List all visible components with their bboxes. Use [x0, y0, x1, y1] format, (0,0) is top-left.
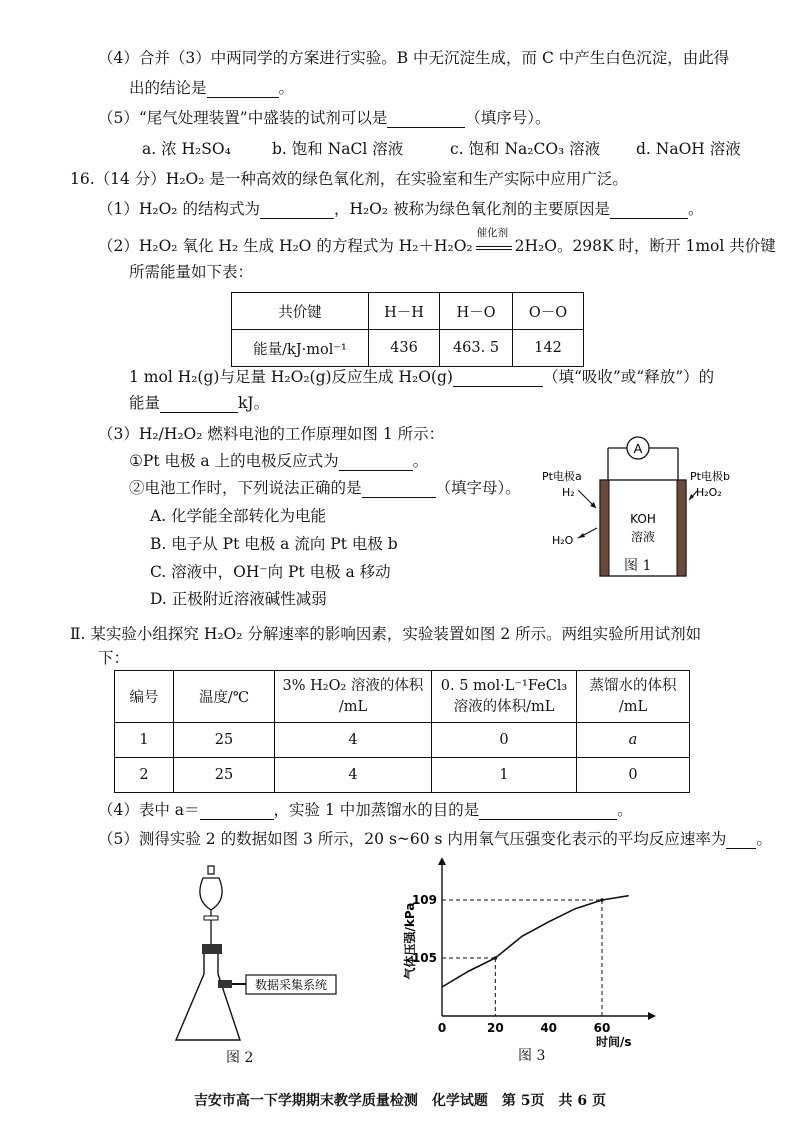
- ammeter-label: A: [633, 441, 643, 456]
- exp-cell: 1: [115, 723, 174, 758]
- q15-option-c: c. 饱和 Na₂CO₃ 溶液: [450, 140, 601, 158]
- q16-part4-prompt-a: （4）表中 a＝: [98, 801, 200, 819]
- exp-cell: 1: [432, 758, 577, 793]
- catalyst-arrow: [473, 227, 515, 256]
- answer-blank[interactable]: [260, 202, 334, 219]
- q16-intro: 16.（14 分）H₂O₂ 是一种高效的绿色氧化剂，在实验室和生产实际中应用广泛。: [70, 170, 628, 188]
- q16-part3-1-prompt: ①Pt 电极 a 上的电极反应式为: [129, 452, 339, 470]
- figure-2-apparatus: [168, 862, 348, 1052]
- bond-header: O－O: [513, 293, 584, 330]
- figure-2-caption: 图 2: [226, 1050, 254, 1066]
- figure-3-caption: 图 3: [518, 1048, 546, 1064]
- electrode-b: [677, 480, 686, 576]
- exp-header: [275, 671, 432, 723]
- exp-cell: a: [577, 723, 690, 758]
- x-tick-label: 0: [437, 1021, 447, 1035]
- q16-part3-2-prompt: ②电池工作时，下列说法正确的是: [129, 479, 362, 497]
- q16-part2-equation: [98, 227, 776, 256]
- exp-header-line1: 0. 5 mol·L⁻¹FeCl₃: [440, 677, 568, 694]
- data-point: [600, 898, 604, 902]
- q16-part2-unit: kJ。: [238, 394, 270, 412]
- q16-part1: [98, 199, 704, 219]
- q16-part2-prompt-b: 2H₂O。298K 时，断开 1mol 共价键: [514, 237, 776, 255]
- electrode-a: [600, 480, 609, 576]
- choice-d: D. 正极附近溶液碱性减弱: [150, 590, 327, 608]
- solution-label: 溶液: [630, 530, 656, 544]
- q16-part5-prompt: （5）测得实验 2 的数据如图 3 所示，20 s~60 s 内用氧气压强变化表示的平均反应速率为: [98, 830, 727, 848]
- answer-blank[interactable]: [207, 81, 279, 98]
- q16-part2-question: [129, 367, 714, 387]
- exp-header-line2: /mL: [618, 698, 648, 715]
- q16-part2-prompt-a: （2）H₂O₂ 氧化 H₂ 生成 H₂O 的方程式为 H₂＋H₂O₂: [98, 237, 473, 255]
- table-row: [115, 723, 690, 758]
- exp-header-line2: /mL: [338, 698, 368, 715]
- side-tube: [218, 980, 232, 988]
- bond-value: 436: [369, 330, 440, 367]
- q16-part1-prompt-b: ，H₂O₂ 被称为绿色氧化剂的主要原因是: [333, 200, 611, 218]
- q15-option-a: a. 浓 H₂SO₄: [142, 140, 231, 158]
- separatory-funnel-icon: [200, 878, 222, 910]
- stopcock: [204, 916, 218, 920]
- figure-1-caption: 图 1: [624, 558, 652, 574]
- choice-a: A. 化学能全部转化为电能: [150, 507, 327, 525]
- x-tick-label: 20: [486, 1021, 504, 1035]
- h2o2-label: H₂O₂: [696, 486, 722, 499]
- x-tick-label: 40: [540, 1021, 558, 1035]
- data-point: [494, 956, 498, 960]
- electrode-b-label: Pt电极b: [690, 470, 730, 483]
- bond-energy-table: [231, 292, 584, 367]
- h2o-label: H₂O: [552, 534, 574, 547]
- q16-part4-prompt-b: ，实验 1 中加蒸馏水的目的是: [273, 801, 480, 819]
- choice-c: C. 溶液中，OH⁻向 Pt 电极 a 移动: [150, 563, 391, 581]
- bond-header: H－O: [440, 293, 513, 330]
- q16-part3: （3）H₂/H₂O₂ 燃料电池的工作原理如图 1 所示：: [98, 425, 445, 443]
- bond-value: 463. 5: [440, 330, 513, 367]
- answer-blank[interactable]: [200, 803, 274, 820]
- q15-item4-prompt: 出的结论是: [129, 79, 207, 97]
- answer-blank[interactable]: [339, 454, 413, 471]
- q15-item5-prompt: （5）“尾气处理装置”中盛装的试剂可以是: [98, 109, 388, 127]
- q16-part2-intro-line2: 下：: [98, 649, 130, 667]
- y-axis-arrow: [438, 858, 446, 865]
- q16-part2-line2: 所需能量如下表：: [129, 263, 254, 281]
- experiment-table: [114, 670, 690, 793]
- exp-header-line1: 蒸馏水的体积: [589, 677, 677, 694]
- exp-header: [432, 671, 577, 723]
- figure-3-chart: [390, 858, 660, 1048]
- exp-cell: 4: [275, 758, 432, 793]
- q15-item5: [98, 108, 550, 128]
- exp-cell: 25: [174, 758, 275, 793]
- electrode-a-label: Pt电极a: [542, 470, 582, 483]
- q15-option-d: d. NaOH 溶液: [636, 140, 741, 158]
- answer-blank[interactable]: [160, 396, 238, 413]
- stopper-icon: [208, 866, 214, 874]
- answer-blank[interactable]: [387, 111, 465, 128]
- q16-part2-energy-label: 能量: [129, 394, 161, 412]
- q16-part2-question-line2: [129, 393, 269, 413]
- solution-label: KOH: [630, 512, 656, 526]
- answer-blank[interactable]: [479, 803, 617, 820]
- exp-header: 温度/℃: [174, 671, 275, 723]
- data-system-label: 数据采集系统: [254, 978, 328, 992]
- exp-header-line2: 溶液的体积/mL: [453, 698, 555, 715]
- flask-icon: [176, 954, 240, 1040]
- bond-header: H－H: [369, 293, 440, 330]
- answer-blank[interactable]: [362, 481, 436, 498]
- exp-cell: 0: [577, 758, 690, 793]
- rubber-stopper: [202, 944, 222, 954]
- answer-blank[interactable]: [726, 832, 756, 849]
- q15-item4-line2: 出的结论是 。: [129, 79, 295, 97]
- q16-part5-end: 。: [756, 830, 772, 848]
- x-tick-label: 60: [593, 1021, 611, 1035]
- catalyst-label: 催化剂: [476, 227, 509, 239]
- y-tick-label: 105: [411, 951, 437, 965]
- q16-part3-2-end: （填字母）。: [435, 479, 521, 497]
- exp-cell: 2: [115, 758, 174, 793]
- q16-part4-end: 。: [617, 801, 633, 819]
- exp-header-line1: 3% H₂O₂ 溶液的体积: [282, 677, 424, 694]
- exp-header: 编号: [115, 671, 174, 723]
- exp-cell: 4: [275, 723, 432, 758]
- q16-part2-question-b: （填“吸收”或“释放”）的: [542, 368, 715, 386]
- page-footer: 吉安市高一下学期期末教学质量检测 化学试题 第 5页 共 6 页: [193, 1093, 607, 1109]
- q15-option-b: b. 饱和 NaCl 溶液: [272, 140, 404, 158]
- q15-item4-line1: （4）合并（3）中两同学的方案进行实验。B 中无沉淀生成，而 C 中产生白色沉淀，由此得: [98, 49, 730, 67]
- bond-row-label: 能量/kJ·mol⁻¹: [232, 330, 369, 367]
- exp-header: [577, 671, 690, 723]
- q16-part3-2: [129, 478, 521, 498]
- q15-item5-tail: （填序号）。: [465, 109, 551, 127]
- q16-part2-intro: Ⅱ. 某实验小组探究 H₂O₂ 分解速率的影响因素，实验装置如图 2 所示。两组实验所用试剂如: [70, 625, 702, 643]
- q16-part2-question-a: 1 mol H₂(g)与足量 H₂O₂(g)反应生成 H₂O(g): [129, 368, 453, 386]
- q16-part4: [98, 800, 633, 820]
- x-axis-label: 时间/s: [596, 1035, 632, 1048]
- exp-cell: 25: [174, 723, 275, 758]
- bond-header: 共价键: [232, 293, 369, 330]
- answer-blank[interactable]: [453, 370, 543, 387]
- bond-value: 142: [513, 330, 584, 367]
- q16-part1-end: 。: [688, 200, 704, 218]
- answer-blank[interactable]: [610, 202, 688, 219]
- choice-b: B. 电子从 Pt 电极 a 流向 Pt 电极 b: [150, 535, 398, 553]
- q16-part1-prompt-a: （1）H₂O₂ 的结构式为: [98, 200, 260, 218]
- h2-label: H₂: [562, 486, 575, 499]
- exp-cell: 0: [432, 723, 577, 758]
- x-axis-arrow: [648, 1012, 656, 1020]
- arrowhead: [578, 533, 585, 538]
- y-axis-label: 气体压强/kPa: [403, 902, 417, 980]
- table-row: [115, 758, 690, 793]
- q16-part5: [98, 829, 772, 849]
- q16-part3-1-end: 。: [412, 452, 429, 470]
- equals-sign: [476, 246, 512, 250]
- pressure-curve: [442, 896, 629, 987]
- y-tick-label: 109: [411, 893, 437, 907]
- q16-part3-1: [129, 451, 428, 471]
